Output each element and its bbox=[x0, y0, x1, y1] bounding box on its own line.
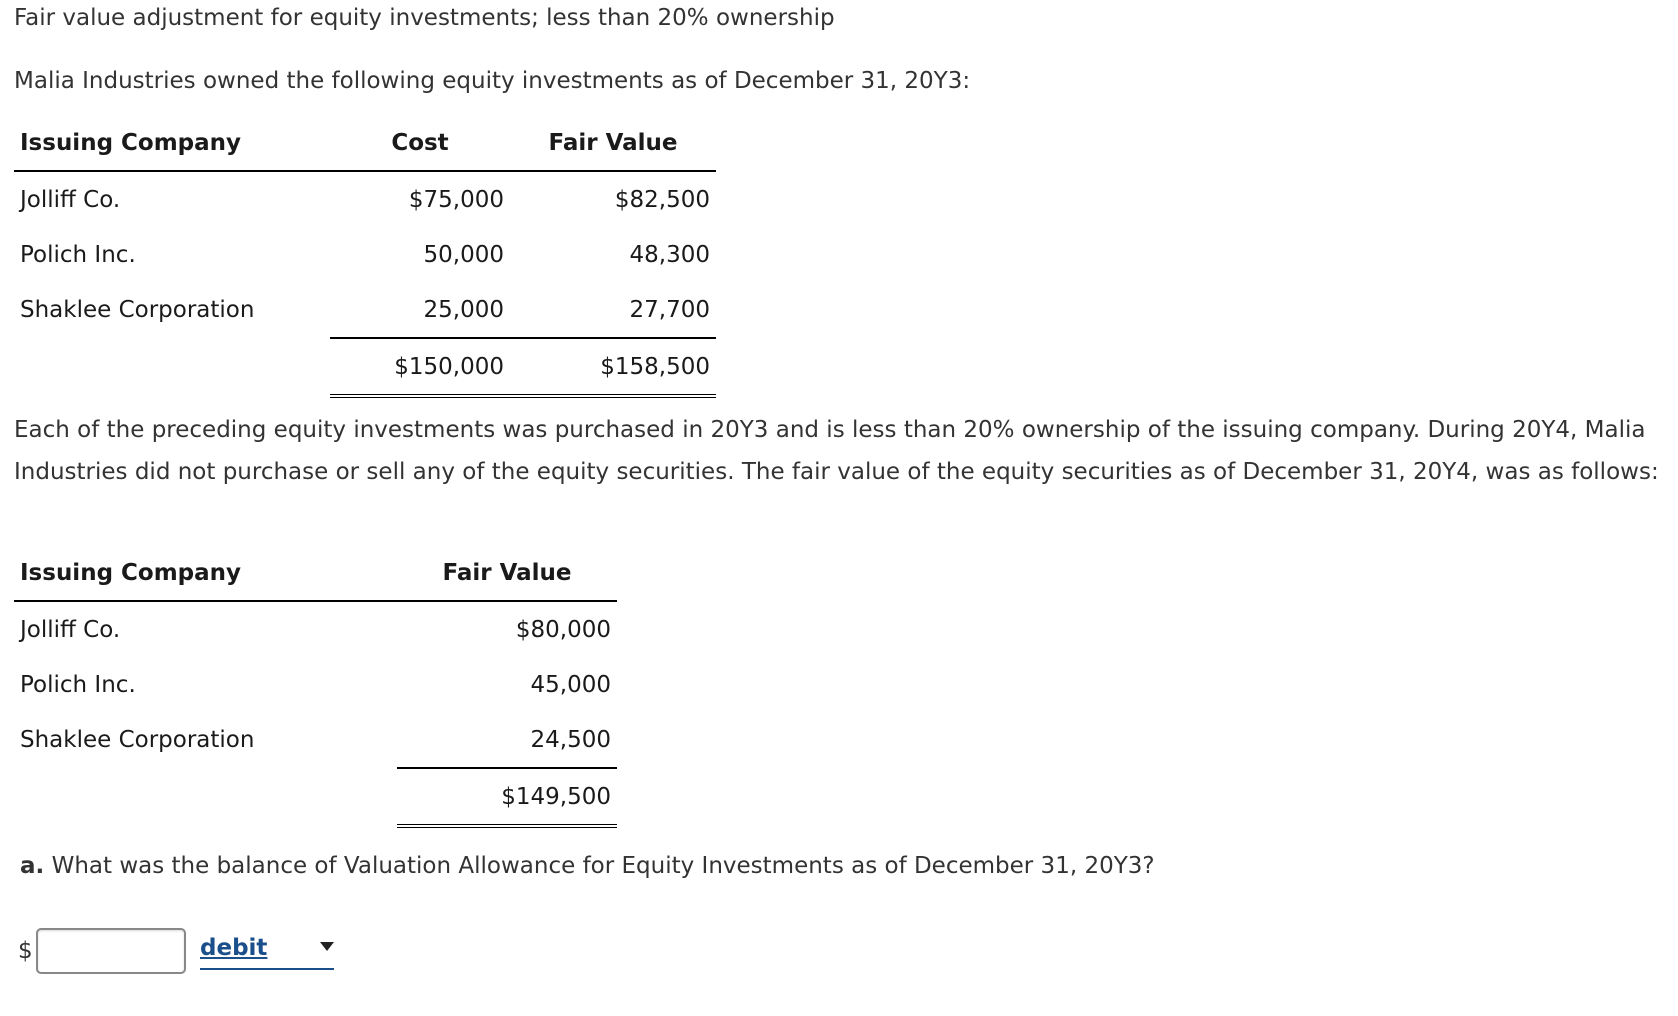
company-name: Jolliff Co. bbox=[20, 616, 121, 643]
answer-amount-input[interactable] bbox=[36, 928, 186, 974]
header-fair-value: Fair Value bbox=[510, 116, 716, 171]
cost-value: 50,000 bbox=[423, 241, 504, 268]
table-row bbox=[14, 282, 716, 338]
company-name: Jolliff Co. bbox=[20, 186, 121, 213]
table-row bbox=[14, 171, 716, 227]
total-row-spacer bbox=[14, 768, 397, 826]
fair-value: 48,300 bbox=[629, 241, 710, 268]
fair-value: 27,700 bbox=[510, 282, 716, 338]
header-cost: Cost bbox=[330, 116, 510, 171]
header-issuing-company: Issuing Company bbox=[14, 116, 330, 171]
total-row-spacer bbox=[14, 338, 330, 396]
fair-value: $80,000 bbox=[515, 616, 611, 643]
intro-text: Malia Industries owned the following equity investments as of December 31, 20Y3: bbox=[14, 68, 971, 94]
total-fair-value: $158,500 bbox=[510, 338, 716, 396]
table-row bbox=[14, 657, 617, 712]
problem-title: Fair value adjustment for equity investments; less than 20% ownership bbox=[14, 5, 835, 31]
company-name: Polich Inc. bbox=[20, 671, 136, 698]
debit-credit-select[interactable] bbox=[200, 934, 334, 970]
dropdown-arrow-icon bbox=[320, 942, 334, 951]
question-text: What was the balance of Valuation Allowance for Equity Investments as of December 31, 20Y3? bbox=[44, 853, 1155, 879]
cost-value: $75,000 bbox=[408, 186, 504, 213]
total-row bbox=[14, 768, 617, 826]
total-cost: $150,000 bbox=[330, 338, 510, 396]
question-label: a. bbox=[20, 853, 45, 879]
company-name: Shaklee Corporation bbox=[20, 297, 255, 323]
fair-value: $82,500 bbox=[614, 186, 710, 213]
table-row bbox=[14, 227, 716, 282]
investments-20y3-table bbox=[14, 116, 716, 398]
fair-value: 24,500 bbox=[397, 712, 617, 768]
select-value: debit bbox=[200, 935, 268, 961]
fair-value: 45,000 bbox=[530, 671, 611, 698]
header-fair-value: Fair Value bbox=[397, 546, 617, 601]
question-a bbox=[20, 852, 1155, 880]
fair-values-20y4-table bbox=[14, 546, 617, 828]
company-name: Shaklee Corporation bbox=[20, 727, 255, 753]
answer-row bbox=[18, 928, 348, 976]
total-row bbox=[14, 338, 716, 396]
table-row bbox=[14, 601, 617, 657]
company-name: Polich Inc. bbox=[20, 241, 136, 268]
cost-value: 25,000 bbox=[330, 282, 510, 338]
header-issuing-company: Issuing Company bbox=[14, 546, 397, 601]
description-paragraph: Each of the preceding equity investments was purchased in 20Y3 and is less than 20% ownership of the issuing company. During 20Y4, Malia Industries did not purchase or sell any of the equity securities. The fair value of the equity securities as of December 31, 20Y4, was as follows: bbox=[14, 417, 1659, 485]
currency-symbol: $ bbox=[18, 938, 33, 964]
total-fair-value: $149,500 bbox=[397, 768, 617, 826]
table-row bbox=[14, 712, 617, 768]
